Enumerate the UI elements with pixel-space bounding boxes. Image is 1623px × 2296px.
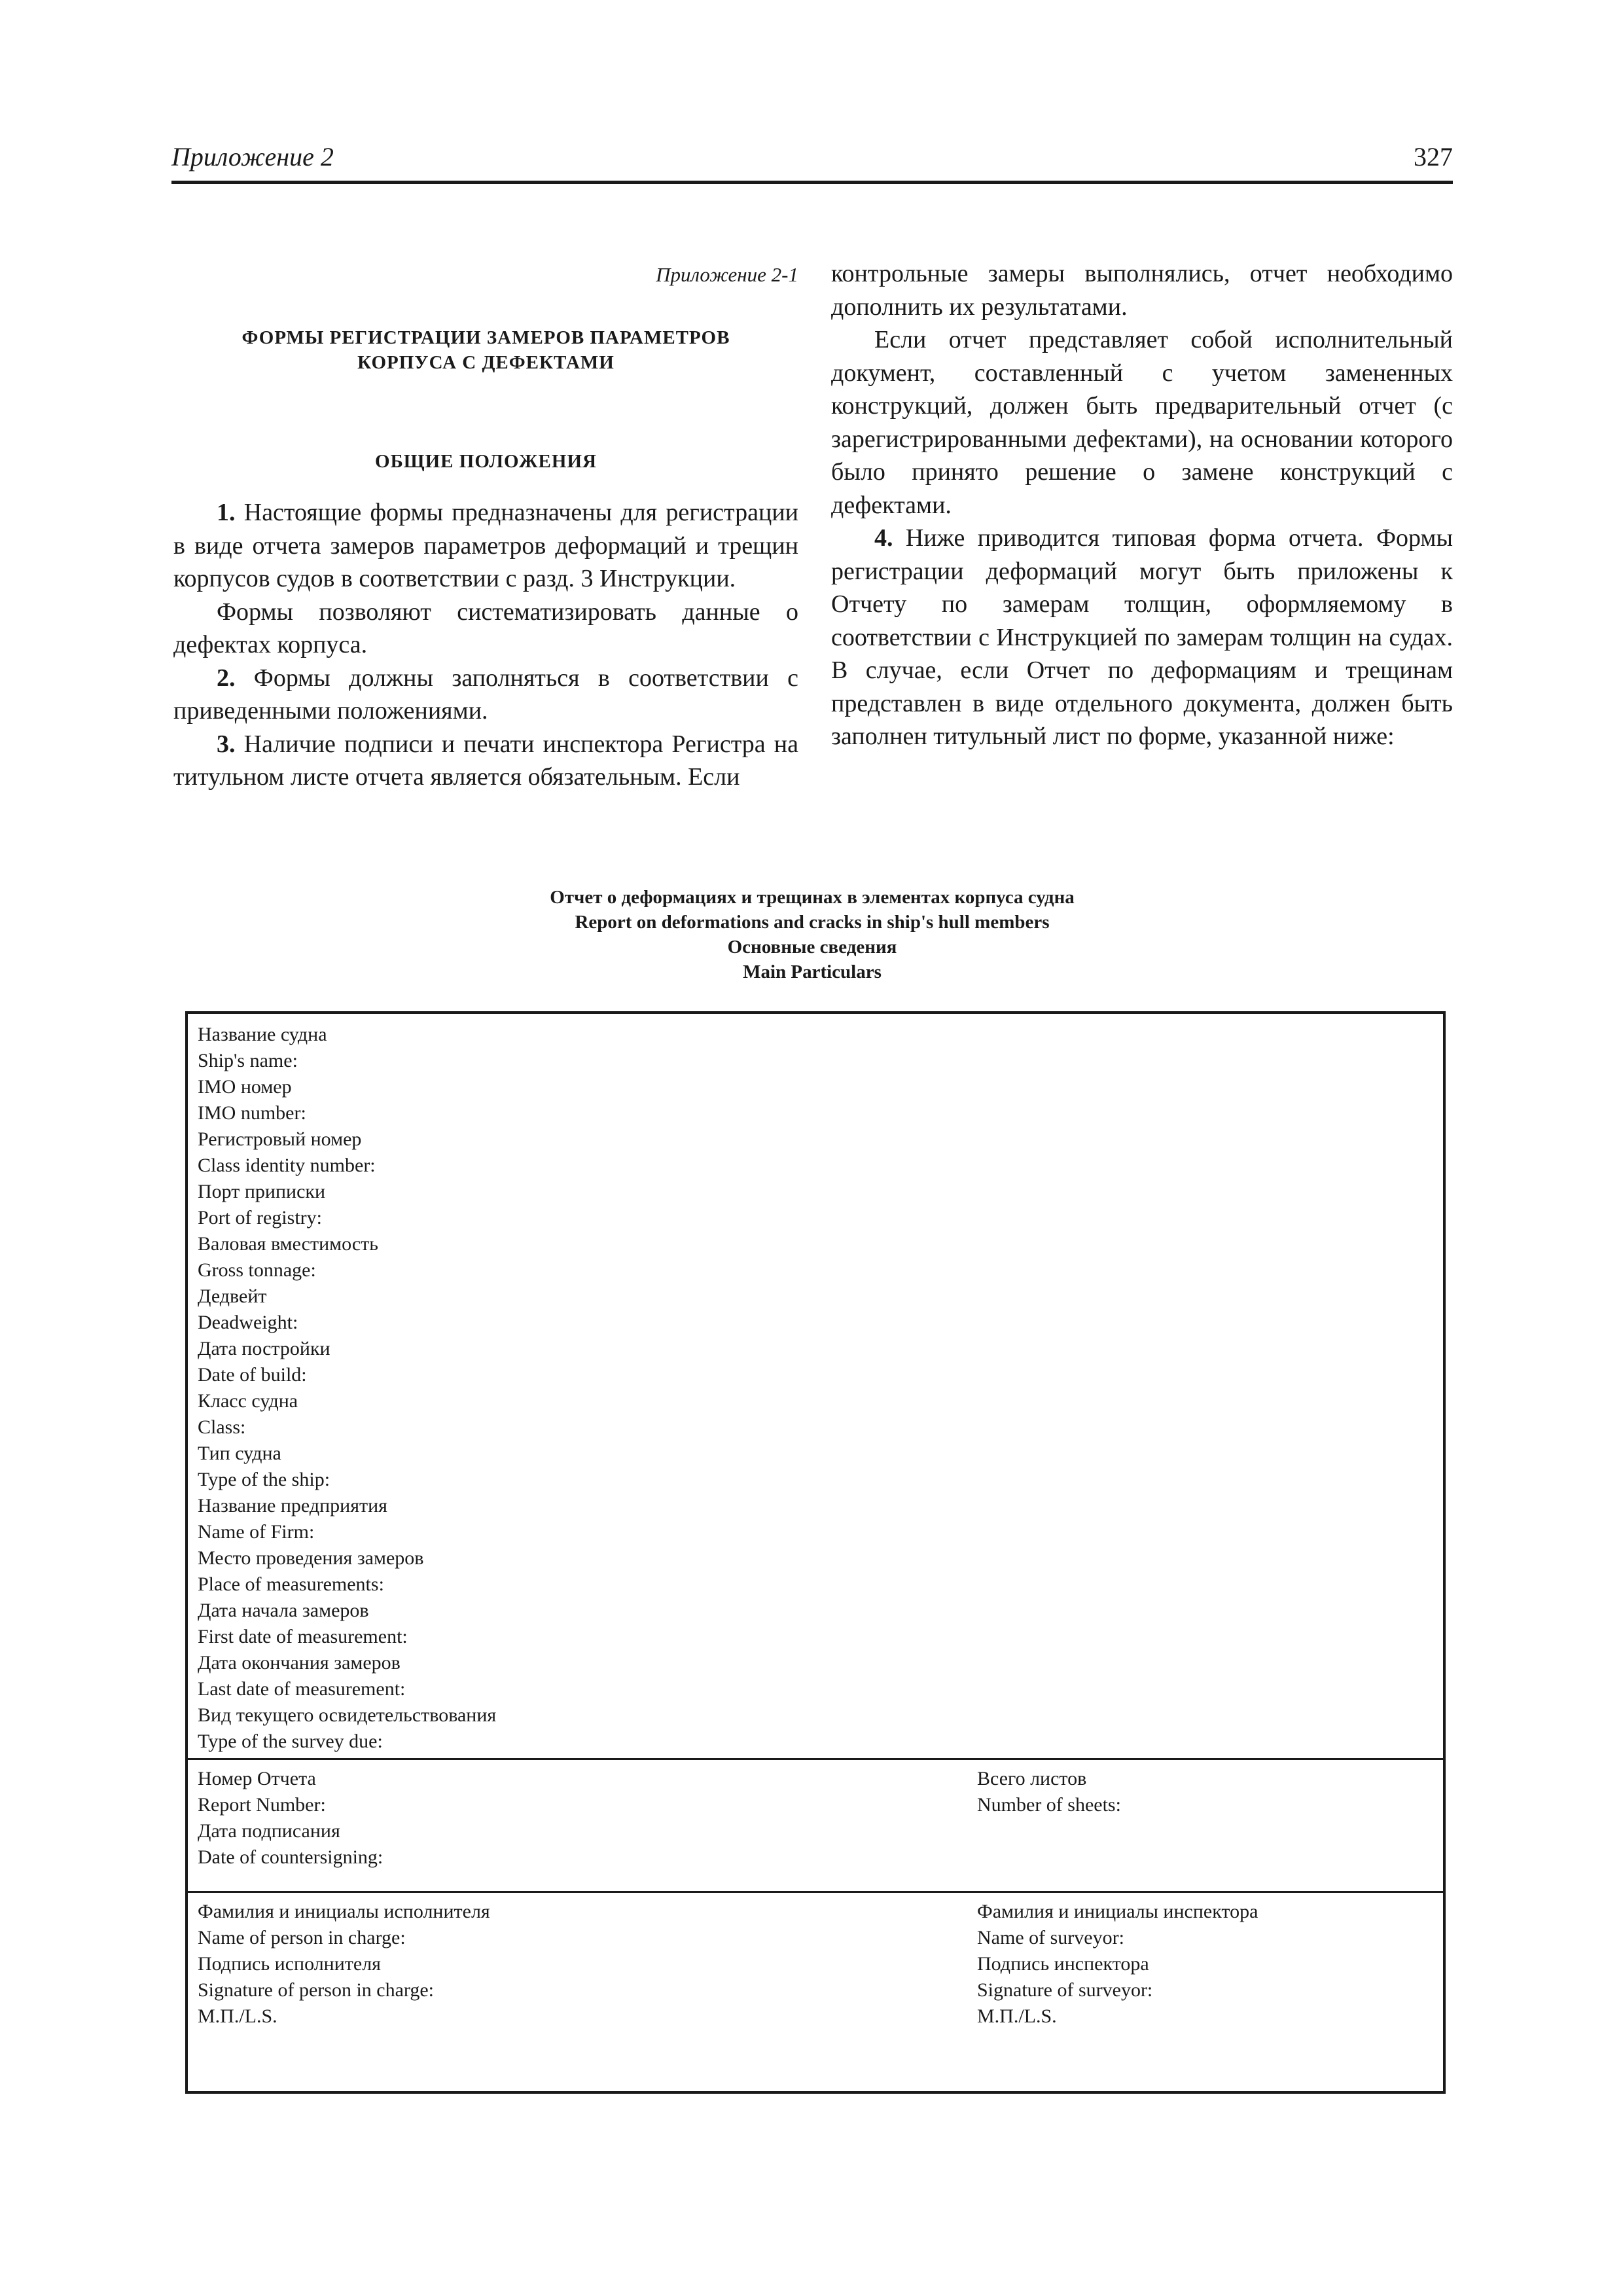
form-title-line2: КОРПУСА С ДЕФЕКТАМИ: [357, 352, 615, 373]
header-section-title: Приложение 2: [171, 142, 334, 171]
paragraph-1b: Формы позволяют систематизировать данные о дефектах корпуса.: [173, 598, 798, 658]
paragraph-2-text: Формы должны заполняться в соответствии с приведенными положениями.: [173, 664, 798, 725]
field-label: Название судна: [198, 1024, 327, 1045]
paragraph-2-number: 2.: [217, 664, 236, 692]
field-label: Дата начала замеров: [198, 1600, 369, 1621]
field-label: Type of the ship:: [198, 1469, 330, 1490]
paragraph-4-number: 4.: [874, 524, 893, 552]
field-label: First date of measurement:: [198, 1626, 408, 1647]
field-label: Class:: [198, 1416, 246, 1438]
field-label: Name of surveyor:: [977, 1927, 1124, 1948]
person-in-charge-fields: [198, 1899, 490, 2030]
field-label: Signature of person in charge:: [198, 1979, 435, 2001]
field-label: Фамилия и инициалы инспектора: [977, 1901, 1258, 1922]
report-number-fields: [198, 1766, 383, 1871]
main-particulars-fields: [198, 1022, 496, 1755]
paragraph-3-text: Наличие подписи и печати инспектора Регистра на титульном листе отчета является обязательным. Если: [173, 730, 798, 791]
field-label: Порт приписки: [198, 1181, 326, 1202]
field-label: Тип судна: [198, 1443, 281, 1464]
field-label: Name of Firm:: [198, 1521, 315, 1543]
field-label: Date of build:: [198, 1364, 307, 1386]
paragraph-3b: Если отчет представляет собой исполнительный документ, составленный с учетом замененных конструкций, должен быть предварительный отчет (с зарегистрированными дефектами), на основании которого было принято решение о замене конструкций с дефектами.: [831, 326, 1453, 519]
main-particulars-section: [188, 1014, 1443, 1760]
field-label: Gross tonnage:: [198, 1259, 316, 1281]
field-label: Номер Отчета: [198, 1768, 316, 1789]
field-label: Всего листов: [977, 1768, 1087, 1789]
field-label: Port of registry:: [198, 1207, 322, 1229]
report-number-section: [188, 1758, 1443, 1893]
field-label: Name of person in charge:: [198, 1927, 406, 1948]
field-label: Подпись инспектора: [977, 1953, 1149, 1975]
field-label: Last date of measurement:: [198, 1678, 406, 1700]
report-title-ru: Отчет о деформациях и трещинах в элементах корпуса судна: [550, 887, 1075, 908]
paragraph-1-number: 1.: [217, 499, 236, 526]
paragraph-3: [173, 728, 798, 794]
field-label: Class identity number:: [198, 1155, 376, 1176]
report-form: [185, 1011, 1446, 2094]
field-label: Дедвейт: [198, 1285, 267, 1307]
stamp-label: М.П./L.S.: [198, 2005, 277, 2027]
field-label: IMO номер: [198, 1076, 292, 1098]
paragraph-3-continued: контрольные замеры выполнялись, отчет необходимо дополнить их результатами.: [831, 260, 1453, 321]
surveyor-fields: [977, 1899, 1258, 2030]
field-label: Date of countersigning:: [198, 1846, 383, 1868]
right-column: [831, 257, 1453, 753]
section-title: ОБЩИЕ ПОЛОЖЕНИЯ: [375, 451, 597, 472]
report-subtitle-en: Main Particulars: [743, 961, 882, 982]
paragraph-4: [831, 522, 1453, 753]
field-label: Signature of surveyor:: [977, 1979, 1153, 2001]
stamp-label: М.П./L.S.: [977, 2005, 1057, 2027]
paragraph-3-number: 3.: [217, 730, 236, 758]
field-label: Валовая вместимость: [198, 1233, 378, 1255]
field-label: Place of measurements:: [198, 1573, 384, 1595]
field-label: Регистровый номер: [198, 1128, 362, 1150]
page-header: [171, 141, 1453, 184]
field-label: Класс судна: [198, 1390, 298, 1412]
page-number: 327: [1414, 142, 1453, 171]
report-title-en: Report on deformations and cracks in ship's hull members: [575, 912, 1050, 933]
left-column: [173, 262, 798, 794]
field-label: Подпись исполнителя: [198, 1953, 381, 1975]
appendix-ref: Приложение 2-1: [656, 263, 798, 286]
report-subtitle-ru: Основные сведения: [727, 937, 897, 958]
sheets-fields: [977, 1766, 1121, 1818]
field-label: Дата окончания замеров: [198, 1652, 401, 1674]
report-title: [171, 885, 1453, 984]
field-label: IMO number:: [198, 1102, 306, 1124]
field-label: Дата постройки: [198, 1338, 330, 1359]
paragraph-1-text: Настоящие формы предназначены для регистрации в виде отчета замеров параметров деформаций и трещин корпусов судов в соответствии с разд. 3 Инструкции.: [173, 499, 798, 592]
field-label: Report Number:: [198, 1794, 326, 1816]
field-label: Number of sheets:: [977, 1794, 1121, 1816]
paragraph-1: [173, 496, 798, 596]
form-title-line1: ФОРМЫ РЕГИСТРАЦИИ ЗАМЕРОВ ПАРАМЕТРОВ: [241, 327, 730, 348]
form-title: [173, 325, 798, 375]
field-label: Дата подписания: [198, 1820, 340, 1842]
field-label: Фамилия и инициалы исполнителя: [198, 1901, 490, 1922]
field-label: Ship's name:: [198, 1050, 298, 1071]
signatures-section: [188, 1891, 1443, 2091]
field-label: Место проведения замеров: [198, 1547, 424, 1569]
field-label: Deadweight:: [198, 1312, 298, 1333]
paragraph-2: [173, 662, 798, 728]
field-label: Название предприятия: [198, 1495, 387, 1516]
field-label: Type of the survey due:: [198, 1731, 383, 1752]
field-label: Вид текущего освидетельствования: [198, 1704, 497, 1726]
paragraph-4-text: Ниже приводится типовая форма отчета. Формы регистрации деформаций могут быть приложены к Отчету по замерам толщин, оформляемому в соответствии с Инструкцией по замерам толщин на судах. В случае, если Отчет по деформациям и трещинам представлен в виде отдельного документа, должен быть заполнен титульный лист по форме, указанной ниже:: [831, 524, 1453, 750]
